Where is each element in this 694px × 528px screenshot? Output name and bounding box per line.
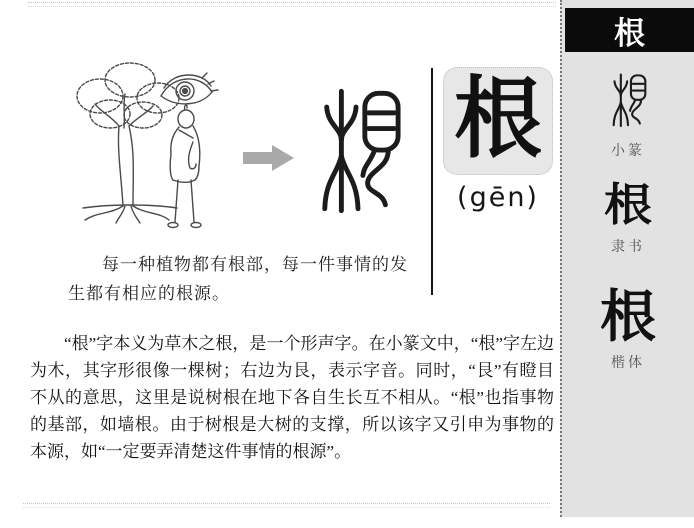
right-arrow-icon — [243, 144, 295, 172]
seal-script-glyph — [609, 72, 647, 134]
script-variant-regular — [562, 287, 694, 372]
bottom-dotted-line-2 — [23, 507, 550, 508]
sidebar-header — [565, 8, 694, 52]
script-variant-seal — [562, 72, 694, 160]
clerical-script-glyph: 根 — [603, 181, 652, 230]
script-label-seal: 小篆 — [611, 144, 645, 159]
sidebar — [560, 0, 694, 517]
main-character: 根 — [453, 72, 542, 169]
illustration-caption: 每一种植物都有根部，每一件事情的发生都有相应的根源。 — [68, 255, 408, 303]
top-dotted-line-2 — [28, 6, 556, 7]
bottom-dotted-line — [23, 503, 550, 504]
regular-script-glyph: 根 — [600, 287, 656, 349]
etymology-paragraph: “根”字本义为草木之根，是一个形声字。在小篆文中，“根”字左边为木，其字形很像一棵树；右边为艮，表示字音。同时，“艮”有瞪目不从的意思，这里是说树根在地下各自生长互不相从。“根”也指事物的基部，如墙根。由于树根是大树的支撑，所以该字又引申为事物的本源，如“一定要弄清楚这件事情的根源”。 — [30, 334, 554, 461]
character-card — [443, 67, 553, 175]
seal-script-character — [314, 85, 402, 218]
vertical-divider — [431, 68, 433, 295]
top-dotted-line — [28, 2, 556, 3]
script-variant-clerical — [562, 182, 694, 256]
script-label-regular: 楷体 — [611, 356, 645, 371]
pinyin-label: (gēn) — [457, 182, 539, 213]
sidebar-header-character: 根 — [614, 15, 645, 51]
script-label-clerical: 隶书 — [611, 240, 645, 255]
